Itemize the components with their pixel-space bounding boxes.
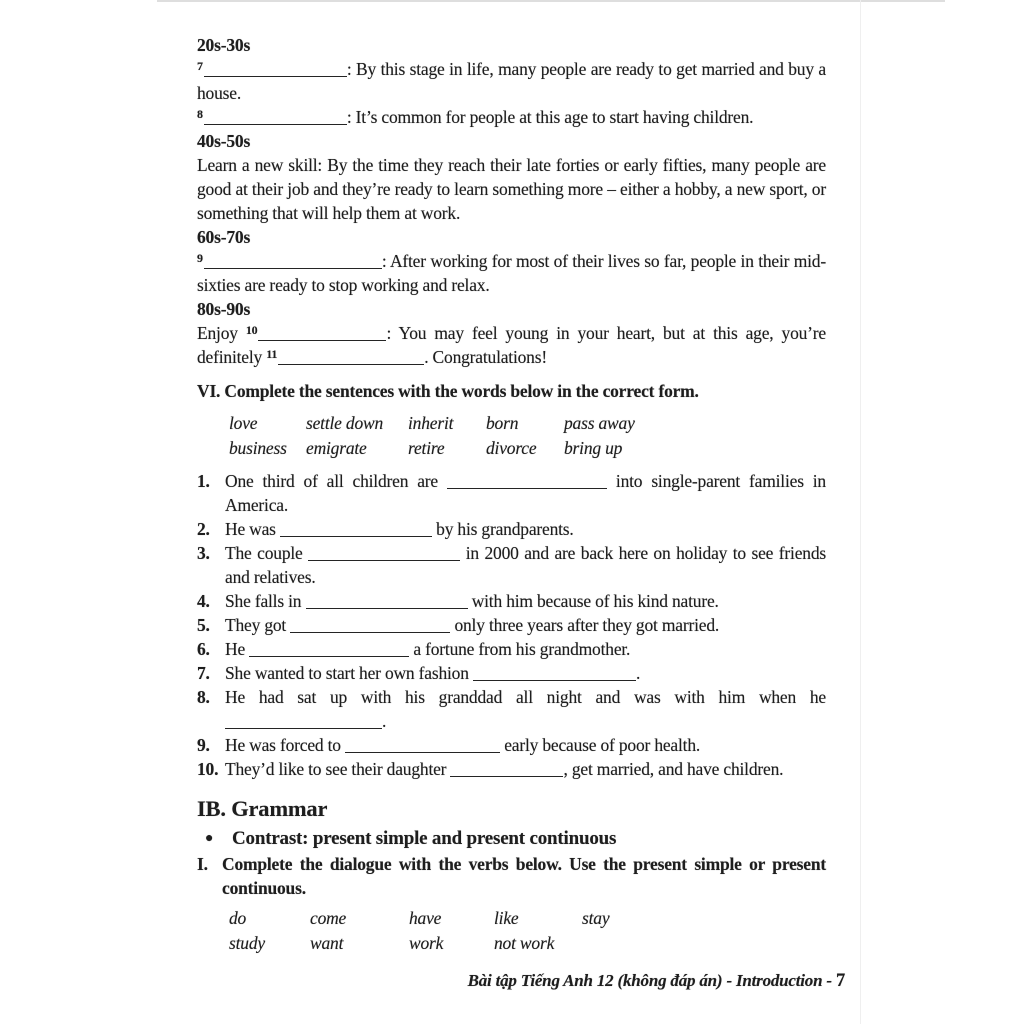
sentence-text: [225, 541, 826, 589]
answer-blank: [280, 522, 432, 537]
page-number: 7: [835, 971, 845, 991]
word-bank-item: work: [409, 933, 444, 953]
fill-text: : It’s common for people at this age to start having children.: [346, 107, 754, 127]
answer-blank: [204, 254, 382, 269]
answer-blank: [447, 474, 607, 489]
age-range-heading: 80s-90s: [197, 299, 251, 319]
word-bank-item: inherit: [408, 413, 454, 433]
sentence-number: 5.: [197, 615, 210, 635]
grammar-bullet-line: [197, 825, 826, 852]
fill-text: He was forced to: [225, 735, 346, 755]
fill-text: He had sat up with his granddad all night and was with him when he: [225, 687, 826, 707]
exercise-vi-title: VI. Complete the sentences with the words below in the correct form.: [197, 381, 699, 401]
sentence-text: [225, 589, 826, 613]
word-bank-item: stay: [582, 908, 610, 928]
fill-text: : After working for most of their lives so far, people in their mid-sixties are ready to stop working and relax.: [197, 251, 826, 295]
age-range-heading: 40s-50s: [197, 131, 251, 151]
sentence-number: 3.: [197, 543, 210, 563]
answer-blank: [204, 110, 347, 125]
exercise-vi-sentences: [197, 469, 826, 781]
word-bank-item: have: [409, 908, 442, 928]
sentence-item: [197, 685, 826, 733]
sentence-item: [197, 613, 826, 637]
superscript-number: 9: [197, 251, 203, 265]
word-bank-item: do: [229, 908, 247, 928]
sentence-number: 9.: [197, 735, 210, 755]
answer-blank: [278, 350, 424, 365]
exercise-i-title: Complete the dialogue with the verbs below. Use the present simple or present continuous.: [222, 854, 826, 898]
word-bank-row: [229, 411, 826, 436]
answer-blank: [225, 714, 382, 729]
grammar-bullet-text: Contrast: present simple and present continuous: [232, 828, 617, 849]
superscript-number: 7: [197, 59, 203, 73]
fill-text: by his grandparents.: [431, 519, 574, 539]
word-bank-item: come: [310, 908, 347, 928]
word-bank-item: love: [229, 413, 258, 433]
fill-in-line: [197, 321, 826, 369]
footer-text: Bài tập Tiếng Anh 12 (không đáp án) - Introduction -: [467, 971, 836, 990]
sentence-item: [197, 589, 826, 613]
sentence-number: 10.: [197, 759, 219, 779]
sentence-text: [225, 637, 826, 661]
answer-blank: [473, 666, 636, 681]
answer-blank: [306, 594, 468, 609]
age-range-heading: 20s-30s: [197, 35, 251, 55]
sentence-item: [197, 757, 826, 781]
fill-text: : By this stage in life, many people are ready to get married and buy a house.: [197, 59, 826, 103]
grammar-section-heading: IB. Grammar: [197, 796, 328, 821]
word-bank-item: born: [486, 413, 519, 433]
exercise-i-number: I.: [197, 854, 208, 874]
fill-text: only three years after they got married.: [450, 615, 720, 635]
word-bank-item: settle down: [306, 413, 384, 433]
fill-text: She falls in: [225, 591, 306, 611]
fill-text: a fortune from his grandmother.: [409, 639, 631, 659]
fill-text: The couple: [225, 543, 309, 563]
age-range-heading: 60s-70s: [197, 227, 251, 247]
exercise-i-title-line: [197, 852, 826, 900]
sentence-text: [225, 757, 826, 781]
word-bank-item: not work: [494, 933, 555, 953]
fill-text: .: [382, 711, 387, 731]
fill-text: They’d like to see their daughter: [225, 759, 451, 779]
answer-blank: [308, 546, 460, 561]
fill-text: .: [635, 663, 641, 683]
sentence-text: [225, 517, 826, 541]
sentence-item: [197, 661, 826, 685]
word-bank-row: [229, 906, 826, 931]
answer-blank: [450, 762, 563, 777]
fill-text: in 2000 and are back here on holiday to see friends and relatives.: [225, 543, 826, 587]
fill-text: One third of all children are: [225, 471, 447, 491]
scan-artifact-top-line: [157, 0, 945, 2]
word-bank-vi: [197, 411, 826, 461]
fill-text: with him because of his kind nature.: [467, 591, 719, 611]
word-bank-item: emigrate: [306, 438, 367, 458]
answer-blank: [345, 738, 500, 753]
page-footer: [0, 971, 845, 992]
fill-text: He was: [225, 519, 280, 539]
fill-text: He: [225, 639, 250, 659]
word-bank-row: [229, 931, 826, 956]
answer-blank: [258, 326, 386, 341]
fill-text: : You may feel young in your heart, but at this age, you’re definitely: [197, 323, 826, 367]
bullet-icon: ●: [205, 831, 214, 846]
word-bank-item: retire: [408, 438, 445, 458]
fill-text: into single-parent families in America.: [225, 471, 826, 515]
sentence-text: [225, 685, 826, 733]
fill-text: . Congratulations!: [424, 347, 547, 367]
fill-in-line: [197, 105, 826, 129]
word-bank-item: want: [310, 933, 344, 953]
word-bank-item: divorce: [486, 438, 537, 458]
superscript-number: 10: [245, 323, 258, 337]
sentence-text: [225, 469, 826, 517]
fill-text: , get married, and have children.: [563, 759, 784, 779]
fill-text: Enjoy: [197, 323, 246, 343]
answer-blank: [204, 62, 347, 77]
sentence-number: 2.: [197, 519, 210, 539]
answer-blank: [290, 618, 450, 633]
sentence-number: 7.: [197, 663, 210, 683]
sentence-item: [197, 637, 826, 661]
sentence-number: 4.: [197, 591, 210, 611]
word-bank-item: bring up: [564, 438, 623, 458]
sentence-text: [225, 613, 826, 637]
answer-blank: [249, 642, 409, 657]
page-content: [197, 33, 826, 956]
fill-text: She wanted to start her own fashion: [225, 663, 473, 683]
reading-blocks: [197, 33, 826, 369]
word-bank-grammar: [197, 906, 826, 956]
sentence-item: [197, 469, 826, 517]
superscript-number: 8: [197, 107, 203, 121]
fill-in-line: [197, 249, 826, 297]
sentence-text: [225, 661, 826, 685]
word-bank-row: [229, 436, 826, 461]
word-bank-item: pass away: [564, 413, 635, 433]
sentence-item: [197, 517, 826, 541]
sentence-item: [197, 733, 826, 757]
scan-artifact-page-edge: [860, 0, 861, 1024]
word-bank-item: business: [229, 438, 287, 458]
fill-text: They got: [225, 615, 291, 635]
sentence-number: 6.: [197, 639, 210, 659]
fill-in-line: [197, 57, 826, 105]
sentence-item: [197, 541, 826, 589]
sentence-number: 8.: [197, 687, 210, 707]
sentence-number: 1.: [197, 471, 210, 491]
word-bank-item: study: [229, 933, 265, 953]
sentence-text: [225, 733, 826, 757]
reading-paragraph: Learn a new skill: By the time they reach their late forties or early fifties, many people are good at their job and they’re ready to learn something more – either a hobby, a new sport, or something that will help them at work.: [197, 155, 826, 223]
fill-text: early because of poor health.: [500, 735, 701, 755]
superscript-number: 11: [266, 347, 278, 361]
word-bank-item: like: [494, 908, 519, 928]
